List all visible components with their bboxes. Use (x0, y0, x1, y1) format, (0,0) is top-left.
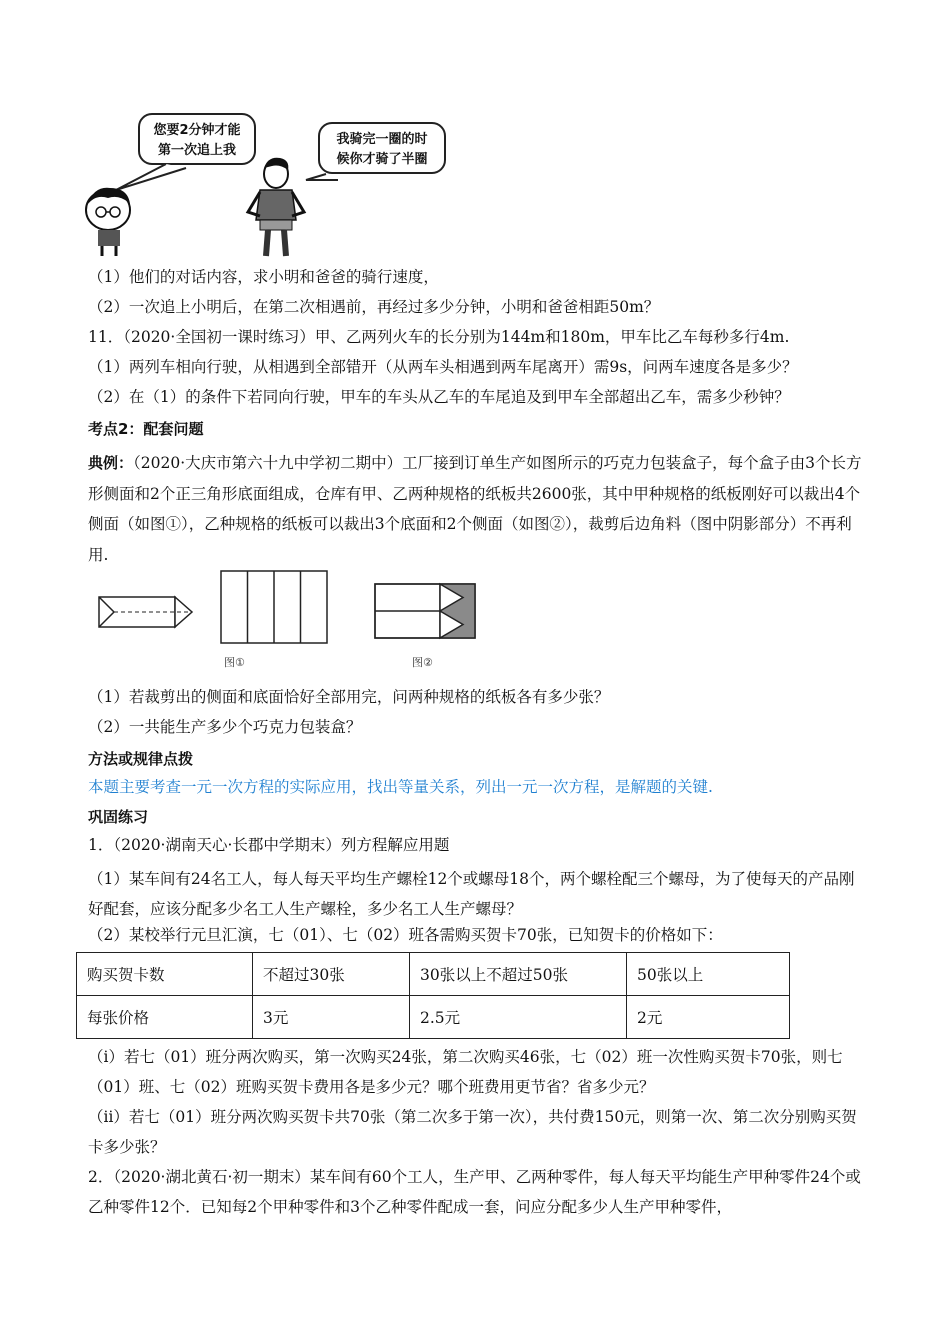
price-table (76, 952, 790, 1039)
practice1-sub-i: （i）若七（01）班分两次购买，第一次购买24张，第二次购买46张，七（02）班一次性购买贺卡70张，则七（01）班、七（02）班购买贺卡费用各是多少元？哪个班费用更节省？省多少元？ (88, 1048, 843, 1096)
practice1-part2: （2）某校举行元旦汇演，七（01）、七（02）班各需购买贺卡70张，已知贺卡的价格如下： (88, 926, 723, 944)
figure-1-sheet (221, 571, 327, 643)
method-text: 本题主要考查一元一次方程的实际应用，找出等量关系，列出一元一次方程，是解题的关键. (88, 778, 713, 796)
bubble-son-line1: 您要2分钟才能 (153, 123, 241, 138)
table-cell: 不超过30张 (253, 953, 410, 996)
prism-sketch-icon (99, 597, 192, 627)
example-text: （2020·大庆市第六十九中学初二期中）工厂接到订单生产如图所示的巧克力包装盒子，每个盒子由3个长方形侧面和2个正三角形底面组成，仓库有甲、乙两种规格的纸板共2600张，其中甲种规格的纸板刚好可以裁出4个侧面（如图①），乙种规格的纸板可以裁出3个底面和2个侧面（如图②），裁剪后边角料（图中阴影部分）不再利用. (88, 454, 862, 564)
table-cell: 3元 (253, 996, 410, 1039)
father-figure-icon (248, 158, 304, 256)
table-row (77, 953, 790, 996)
table-cell: 购买贺卡数 (77, 953, 253, 996)
practice1-sub-ii: （ⅱ）若七（01）班分两次购买贺卡共70张（第二次多于第一次），共付费150元，则第一次、第二次分别购买贺卡多少张？ (88, 1108, 857, 1156)
example-label: 典例： (88, 454, 134, 472)
bubble-father-line2: 候你才骑了半圈 (336, 152, 428, 167)
method-title: 方法或规律点拨 (88, 750, 194, 768)
box-net-figure (94, 570, 494, 670)
boy-figure-icon (86, 188, 130, 256)
section-title-matching: 考点2：配套问题 (88, 420, 204, 438)
table-cell: 30张以上不超过50张 (410, 953, 627, 996)
figure-2-sheet (375, 584, 475, 638)
q10-part1: （1）他们的对话内容，求小明和爸爸的骑行速度， (88, 268, 439, 286)
q11-part2: （2）在（1）的条件下若同向行驶，甲车的车头从乙车的车尾追及到甲车全部超出乙车，需多少秒钟？ (88, 388, 790, 406)
table-cell: 50张以上 (627, 953, 790, 996)
example-paragraph (88, 448, 868, 570)
practice-title: 巩固练习 (88, 808, 149, 826)
example-part1: （1）若裁剪出的侧面和底面恰好全部用完，问两种规格的纸板各有多少张？ (88, 688, 610, 706)
practice2-text: 2．（2020·湖北黄石·初一期末）某车间有60个工人，生产甲、乙两种零件，每人每天平均能生产甲种零件24个或乙种零件12个．已知每2个甲种零件和3个乙种零件配成一套，问应分配多少人生产甲种零件， (88, 1168, 861, 1216)
figure-2-label: 图② (412, 656, 433, 669)
practice1-part1: （1）某车间有24名工人，每人每天平均生产螺栓12个或螺母18个，两个螺栓配三个螺母，为了使每天的产品刚好配套，应该分配多少名工人生产螺栓，多少名工人生产螺母？ (88, 870, 855, 918)
bubble-father-line1: 我骑完一圈的时 (336, 132, 428, 147)
table-row (77, 996, 790, 1039)
figure-1-label: 图① (224, 656, 245, 669)
example-part2: （2）一共能生产多少个巧克力包装盒？ (88, 718, 362, 736)
table-cell: 2.5元 (410, 996, 627, 1039)
table-cell: 2元 (627, 996, 790, 1039)
cartoon-illustration-icon (76, 108, 476, 258)
bubble-son-line2: 第一次追上我 (157, 143, 236, 158)
q11-title: 11．（2020·全国初一课时练习）甲、乙两列火车的长分别为144m和180m，甲车比乙车每秒多行4m. (88, 328, 790, 346)
q11-part1: （1）两列车相向行驶，从相遇到全部错开（从两车头相遇到两车尾离开）需9s，问两车速度各是多少？ (88, 358, 798, 376)
q10-part2: （2）一次追上小明后，在第二次相遇前，再经过多少分钟，小明和爸爸相距50m？ (88, 298, 660, 316)
table-cell: 每张价格 (77, 996, 253, 1039)
practice1-title: 1．（2020·湖南天心·长郡中学期末）列方程解应用题 (88, 836, 450, 854)
